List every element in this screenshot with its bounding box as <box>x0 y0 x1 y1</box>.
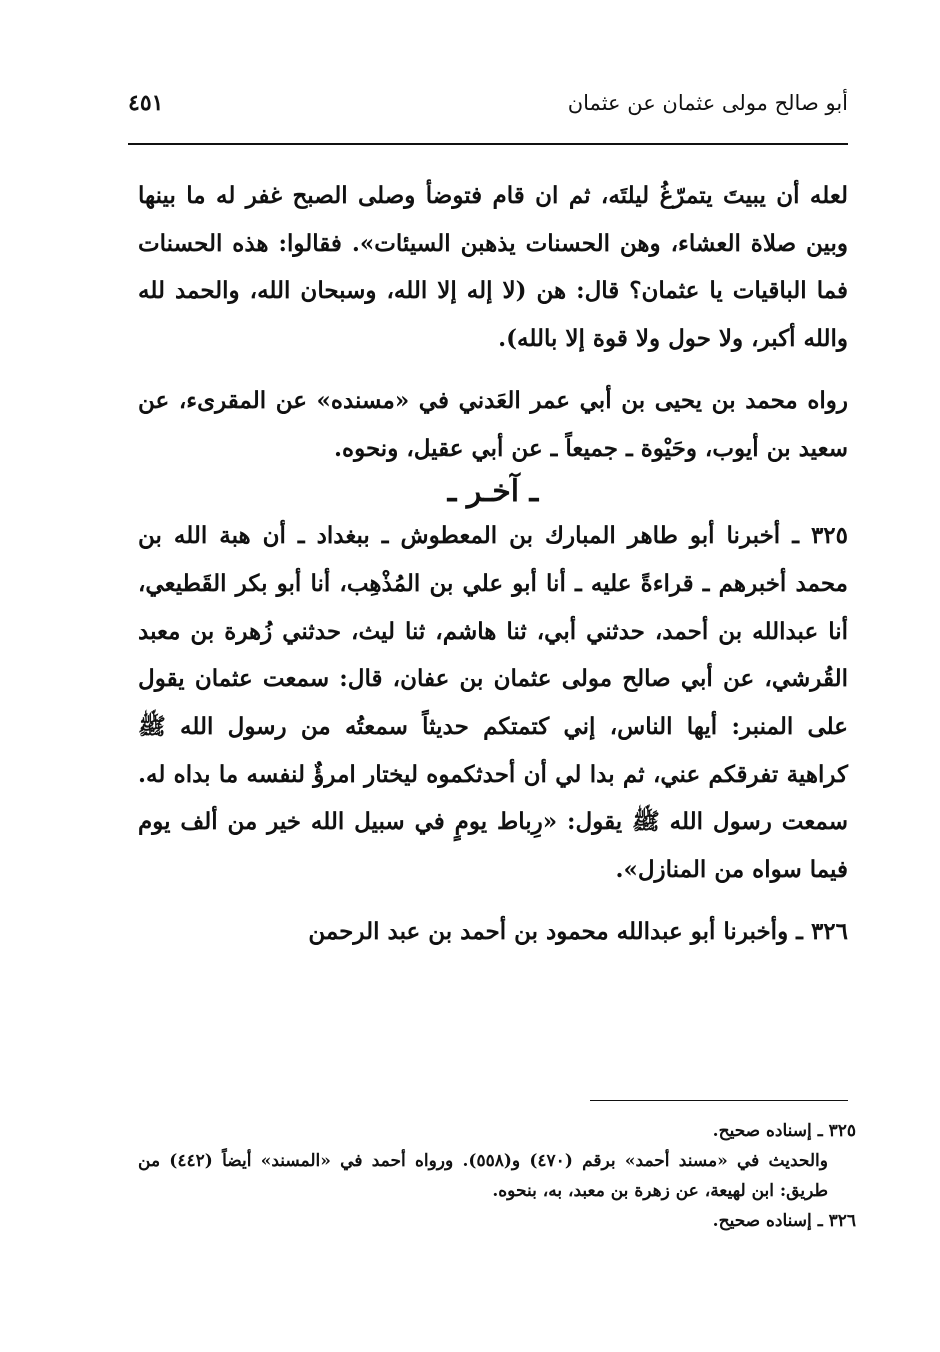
footnotes <box>138 1116 856 1236</box>
footnote-325-grade: ٣٢٥ ـ إسناده صحيح. <box>712 1121 856 1141</box>
footnote-divider <box>590 1100 848 1101</box>
page-number: ٤٥١ <box>128 90 164 116</box>
header-divider <box>128 143 848 145</box>
paragraph-spacer <box>138 894 848 908</box>
footnote-326-grade: ٣٢٦ ـ إسناده صحيح. <box>712 1211 856 1231</box>
paragraph-spacer <box>138 363 848 377</box>
section-heading: ـ آخـر ـ <box>447 474 539 510</box>
hadith-325-paragraph: ٣٢٥ ـ أخبرنا أبو طاهر المبارك بن المعطوش ـ ببغداد ـ أن هبة الله بن محمد أخبرهم ـ قراءةً عليه ـ أنا أبو علي بن المُذْهِب، أنا أبو بكر القَطيعي، أنا عبدالله بن أحمد، حدثني أبي، ثنا هاشم، ثنا ليث، حدثني زُهرة بن معبد القُرشي، عن أبي صالح مولى عثمان بن عفان، قال: سمعت عثمان يقول على المنبر: أيها الناس، إني كتمتكم حديثاً سمعتُه من رسول الله ﷺ كراهية تفرقكم عني، ثم بدا لي أن أحدثكموه ليختار امرؤٌ لنفسه ما بداه له. سمعت رسول الله ﷺ يقول: «رِباط يومٍ في سبيل الله خير من ألف يوم فيما سواه من المنازل». <box>138 522 848 884</box>
body-paragraph: لعله أن يبيتَ يتمرّغُ ليلتَه، ثم ان قام فتوضأ وصلى الصبح غفر له ما بينها وبين صلاة العشاء، وهن الحسنات يذهبن السيئات». فقالوا: هذه الحسنات فما الباقيات يا عثمان؟ قال: هن (لا إله إلا الله، وسبحان الله، والحمد لله والله أكبر، ولا حول ولا قوة إلا بالله). <box>138 182 848 353</box>
main-text <box>138 172 848 956</box>
running-title: أبو صالح مولى عثمان عن عثمان <box>567 91 848 115</box>
hadith-326-paragraph: ٣٢٦ ـ وأخبرنا أبو عبدالله محمود بن أحمد بن عبد الرحمن <box>308 917 848 945</box>
page-header <box>128 88 848 122</box>
body-paragraph: رواه محمد بن يحيى بن أبي عمر العَدني في «مسنده» عن المقرىء، عن سعيد بن أيوب، وحَيْوة ـ جميعاً ـ عن أبي عقيل، ونحوه. <box>138 386 848 462</box>
footnote-325-detail: والحديث في «مسند أحمد» برقم (٤٧٠) و(٥٥٨). ورواه أحمد في «المسند» أيضاً (٤٤٢) من طريق: ابن لهيعة، عن زهرة بن معبد، به، بنحوه. <box>138 1151 828 1201</box>
